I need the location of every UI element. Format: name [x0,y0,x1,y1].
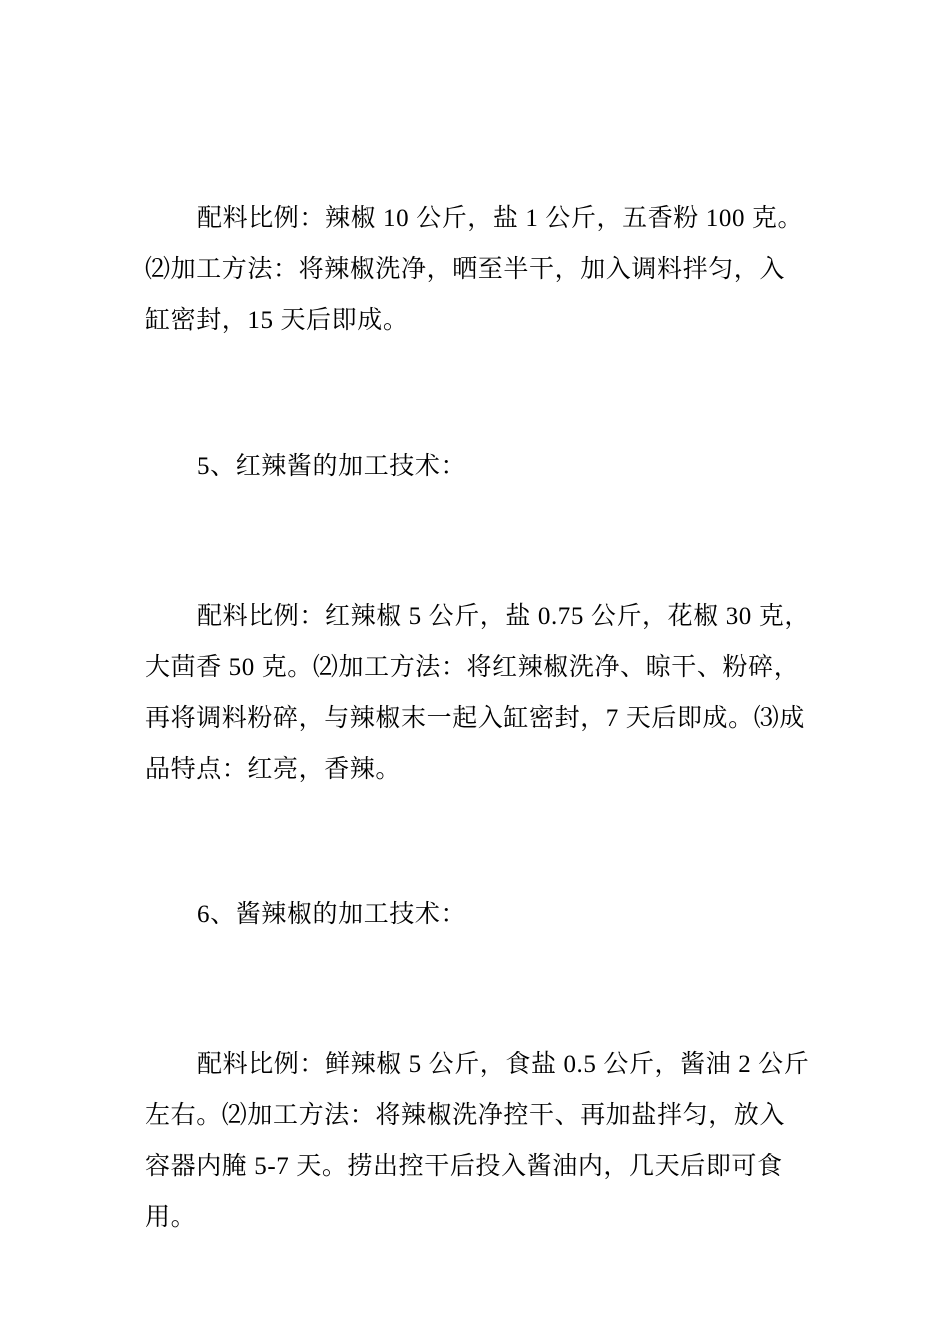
paragraph-hot-pepper-recipe: 配料比例：辣椒 10 公斤，盐 1 公斤，五香粉 100 克。⑵加工方法：将辣椒洗净，晒至半干，加入调料拌匀，入缸密封，15 天后即成。 [145,205,804,334]
paragraph-red-chili-sauce-recipe: 配料比例：红辣椒 5 公斤，盐 0.75 公斤，花椒 30 克，大茴香 50 克。⑵加工方法：将红辣椒洗净、晾干、粉碎，再将调料粉碎，与辣椒末一起入缸密封，7 天后即成。⑶成品特点：红亮，香辣。 [145,603,810,783]
section-heading-soy-pickled-pepper: 6、酱辣椒的加工技术： [197,901,467,928]
paragraph-soy-pickled-pepper-recipe: 配料比例：鲜辣椒 5 公斤，食盐 0.5 公斤，酱油 2 公斤左右。⑵加工方法：将辣椒洗净控干、再加盐拌匀，放入容器内腌 5-7 天。捞出控干后投入酱油内，几天后即可食用。 [145,1051,810,1231]
section-heading-red-chili-sauce: 5、红辣酱的加工技术： [197,453,467,480]
